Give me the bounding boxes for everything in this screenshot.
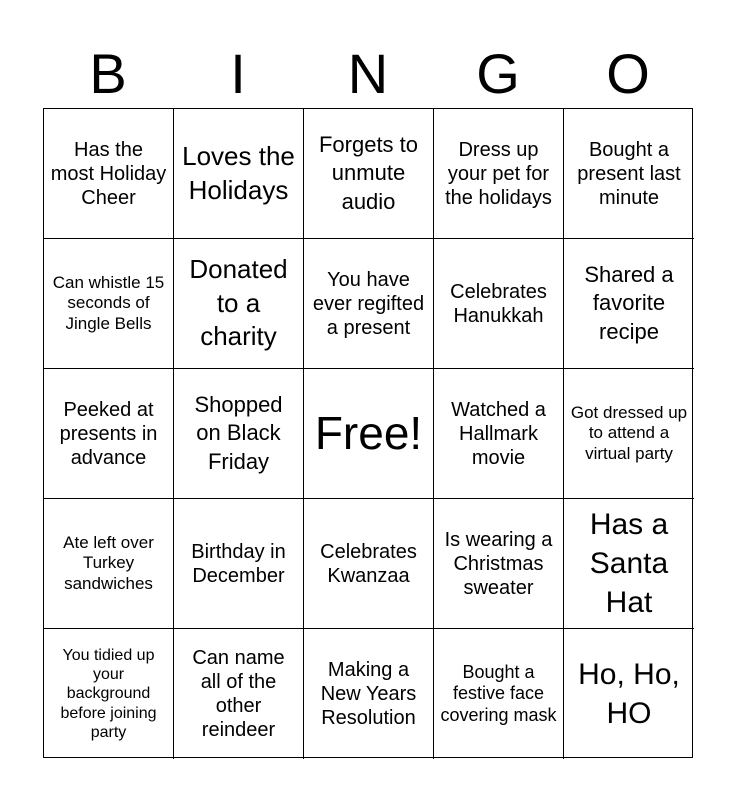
bingo-cell-r3c5[interactable] xyxy=(564,369,694,499)
bingo-cell-r1c1[interactable] xyxy=(44,109,174,239)
cell-text: Ate left over Turkey sandwiches xyxy=(63,532,154,593)
header-letter-i: I xyxy=(230,42,246,105)
bingo-cell-r2c1[interactable] xyxy=(44,239,174,369)
cell-text: Dress up your pet for the holidays xyxy=(445,138,552,209)
bingo-cell-r2c4[interactable] xyxy=(434,239,564,369)
header-letter-g: G xyxy=(476,42,520,105)
cell-text: Celebrates Kwanzaa xyxy=(320,540,417,587)
cell-text: Celebrates Hanukkah xyxy=(450,280,547,327)
bingo-cell-r3c2[interactable] xyxy=(174,369,304,499)
bingo-cell-r5c4[interactable] xyxy=(434,629,564,759)
cell-text: Donated to a charity xyxy=(189,253,288,352)
cell-text: Got dressed up to attend a virtual party xyxy=(570,402,688,463)
header-letter-b: B xyxy=(89,42,127,105)
cell-text: You have ever regifted a present xyxy=(312,268,425,339)
bingo-cell-r2c3[interactable] xyxy=(304,239,434,369)
bingo-cell-r4c1[interactable] xyxy=(44,499,174,629)
header-letter-n: N xyxy=(347,42,389,105)
header-letter-o: O xyxy=(606,42,650,105)
cell-text: Has a Santa Hat xyxy=(589,508,669,619)
bingo-cell-r3c4[interactable] xyxy=(434,369,564,499)
cell-text: Can whistle 15 seconds of Jingle Bells xyxy=(52,272,165,333)
bingo-cell-r5c5[interactable] xyxy=(564,629,694,759)
cell-text: Watched a Hallmark movie xyxy=(451,398,546,469)
bingo-board xyxy=(43,108,693,758)
bingo-cell-r5c1[interactable] xyxy=(44,629,174,759)
bingo-cell-r4c3[interactable] xyxy=(304,499,434,629)
cell-text: Birthday in December xyxy=(191,540,286,587)
cell-text: Has the most Holiday Cheer xyxy=(50,138,167,209)
bingo-cell-r5c3[interactable] xyxy=(304,629,434,759)
cell-text: Making a New Years Resolution xyxy=(320,659,417,729)
bingo-header xyxy=(43,40,693,108)
cell-text: Ho, Ho, HO xyxy=(578,658,680,730)
cell-text: Free! xyxy=(314,406,423,459)
cell-text: Forgets to unmute audio xyxy=(318,132,419,214)
bingo-cell-r2c5[interactable] xyxy=(564,239,694,369)
cell-text: Can name all of the other reindeer xyxy=(192,647,285,741)
bingo-cell-r1c2[interactable] xyxy=(174,109,304,239)
cell-text: Bought a present last minute xyxy=(577,138,681,209)
bingo-cell-r1c3[interactable] xyxy=(304,109,434,239)
bingo-cell-r1c4[interactable] xyxy=(434,109,564,239)
cell-text: You tidied up your background before joining party xyxy=(60,647,157,741)
cell-text: Loves the Holidays xyxy=(182,140,295,205)
cell-text: Bought a festive face covering mask xyxy=(440,661,557,725)
bingo-cell-r4c2[interactable] xyxy=(174,499,304,629)
cell-text: Peeked at presents in advance xyxy=(59,398,158,469)
bingo-cell-r5c2[interactable] xyxy=(174,629,304,759)
bingo-cell-r4c4[interactable] xyxy=(434,499,564,629)
bingo-cell-r4c5[interactable] xyxy=(564,499,694,629)
cell-text: Is wearing a Christmas sweater xyxy=(444,528,553,599)
cell-text: Shopped on Black Friday xyxy=(194,392,283,474)
bingo-cell-r1c5[interactable] xyxy=(564,109,694,239)
cell-text: Shared a favorite recipe xyxy=(584,262,674,344)
bingo-cell-r2c2[interactable] xyxy=(174,239,304,369)
bingo-cell-free[interactable] xyxy=(304,369,434,499)
bingo-cell-r3c1[interactable] xyxy=(44,369,174,499)
